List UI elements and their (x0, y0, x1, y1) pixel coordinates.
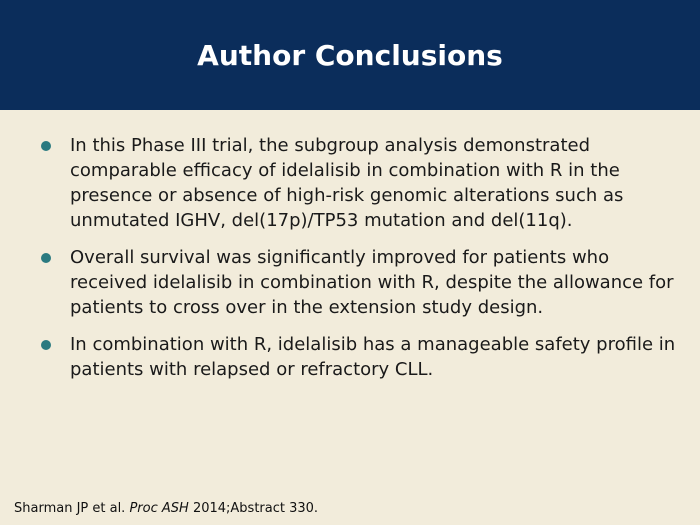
citation (14, 500, 318, 518)
citation-authors: Sharman JP et al. (14, 501, 126, 516)
bullet-text: In this Phase III trial, the subgroup analysis demonstrated comparable efficacy of idelalisib in combination with R in the presence or absence of high-risk genomic alterations such as unmutated IGHV, del(17p)/TP53 mutation and del(11q). (70, 135, 624, 231)
slide-title: Author Conclusions (197, 39, 503, 72)
citation-journal: Proc ASH (129, 501, 189, 516)
list-item (40, 133, 680, 233)
title-banner (0, 0, 700, 110)
list-item (40, 332, 680, 382)
bullet-text: In combination with R, idelalisib has a manageable safety profile in patients with relapsed or refractory CLL. (70, 334, 676, 380)
bullet-text: Overall survival was significantly improved for patients who received idelalisib in combination with R, despite the allowance for patients to cross over in the extension study design. (70, 247, 674, 318)
citation-details: 2014;Abstract 330. (192, 501, 319, 516)
conclusions-list (40, 133, 680, 394)
bullet-dot-icon (41, 340, 51, 350)
list-item (40, 245, 680, 320)
bullet-dot-icon (41, 253, 51, 263)
bullet-dot-icon (41, 141, 51, 151)
